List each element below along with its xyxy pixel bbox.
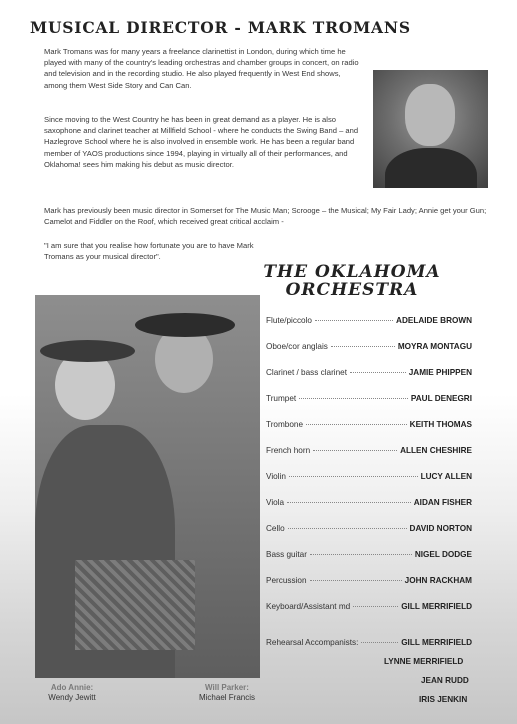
player-name: DAVID NORTON <box>409 524 472 533</box>
instrument-label: Cello <box>266 524 285 533</box>
caption-ado-annie <box>32 683 112 703</box>
bio-paragraph-2: Since moving to the West Country he has been in great demand as a player. He is also saxophone and clarinet teacher at Millfield School - where he conducts the Swing Band – and Hazlegrove School where he is also involved in ensemble work. He has been a regular band member of YAOS productions since 1994, playing in virtually all of their performances, and Oklahoma! sees him making his debut as music director. <box>44 115 359 169</box>
roster-row <box>266 446 472 455</box>
roster-row <box>266 394 472 403</box>
orchestra-title <box>262 262 442 300</box>
roster-row <box>266 368 472 377</box>
player-name: JOHN RACKHAM <box>404 576 472 585</box>
roster-row <box>266 472 472 481</box>
roster-row <box>266 602 472 611</box>
page-title: MUSICAL DIRECTOR - MARK TROMANS <box>30 18 411 37</box>
bio-paragraph-3: Mark has previously been music director in Somerset for The Music Man; Scrooge – the Musical; My Fair Lady; Annie get your Gun; Camelot and Fiddler on the Roof, which received great critical acclaim - <box>44 206 487 227</box>
roster-row <box>266 576 472 585</box>
instrument-label: Oboe/cor anglais <box>266 342 328 351</box>
accompanist-name: LYNNE MERRIFIELD <box>384 657 464 666</box>
roster-row-accompanists <box>266 638 472 647</box>
accompanist-name: IRIS JENKIN <box>419 695 468 704</box>
caption-role: Ado Annie: <box>50 683 94 692</box>
instrument-label: Keyboard/Assistant md <box>266 602 351 611</box>
instrument-label: Percussion <box>266 576 307 585</box>
orchestra-title-line-1: THE OKLAHOMA <box>263 262 441 282</box>
bio-paragraph-1: Mark Tromans was for many years a freelance clarinettist in London, during which time he played with many of the country's leading orchestras and chamber groups in concert, on radio and television and in the recording studio. He also played frequently in West End shows, among them West Side Story and Can Can. <box>44 47 359 90</box>
roster-row <box>266 524 472 533</box>
instrument-label: Viola <box>266 498 285 507</box>
instrument-label: French horn <box>266 446 311 455</box>
roster-row <box>266 316 472 325</box>
director-quote: "I am sure that you realise how fortunate you are to have Mark Tromans as your musical director". <box>44 241 254 262</box>
roster-row <box>266 498 472 507</box>
instrument-label: Trumpet <box>266 394 297 403</box>
accompanist-name: JEAN RUDD <box>421 676 469 685</box>
roster-row <box>266 550 472 559</box>
player-name: NIGEL DODGE <box>414 550 472 559</box>
accompanist-name: GILL MERRIFIELD <box>401 638 472 647</box>
caption-will-parker <box>182 683 272 703</box>
caption-name: Michael Francis <box>198 693 255 702</box>
accompanists-label: Rehearsal Accompanists: <box>266 638 359 647</box>
instrument-label: Flute/piccolo <box>266 316 312 325</box>
caption-role: Will Parker: <box>205 683 249 692</box>
player-name: PAUL DENEGRI <box>410 394 472 403</box>
player-name: ADELAIDE BROWN <box>396 316 472 325</box>
player-name: LUCY ALLEN <box>420 472 472 481</box>
orchestra-title-line-2: ORCHESTRA <box>285 280 419 300</box>
instrument-label: Clarinet / bass clarinet <box>266 368 347 377</box>
caption-name: Wendy Jewitt <box>48 693 96 702</box>
instrument-label: Trombone <box>266 420 304 429</box>
player-name: JAMIE PHIPPEN <box>408 368 472 377</box>
cast-photo <box>35 295 260 678</box>
player-name: KEITH THOMAS <box>409 420 472 429</box>
player-name: AIDAN FISHER <box>413 498 472 507</box>
player-name: GILL MERRIFIELD <box>401 602 472 611</box>
player-name: MOYRA MONTAGU <box>397 342 472 351</box>
roster-row <box>266 420 472 429</box>
roster-row <box>266 342 472 351</box>
player-name: ALLEN CHESHIRE <box>400 446 472 455</box>
mark-tromans-photo <box>373 70 488 188</box>
instrument-label: Violin <box>266 472 286 481</box>
instrument-label: Bass guitar <box>266 550 307 559</box>
